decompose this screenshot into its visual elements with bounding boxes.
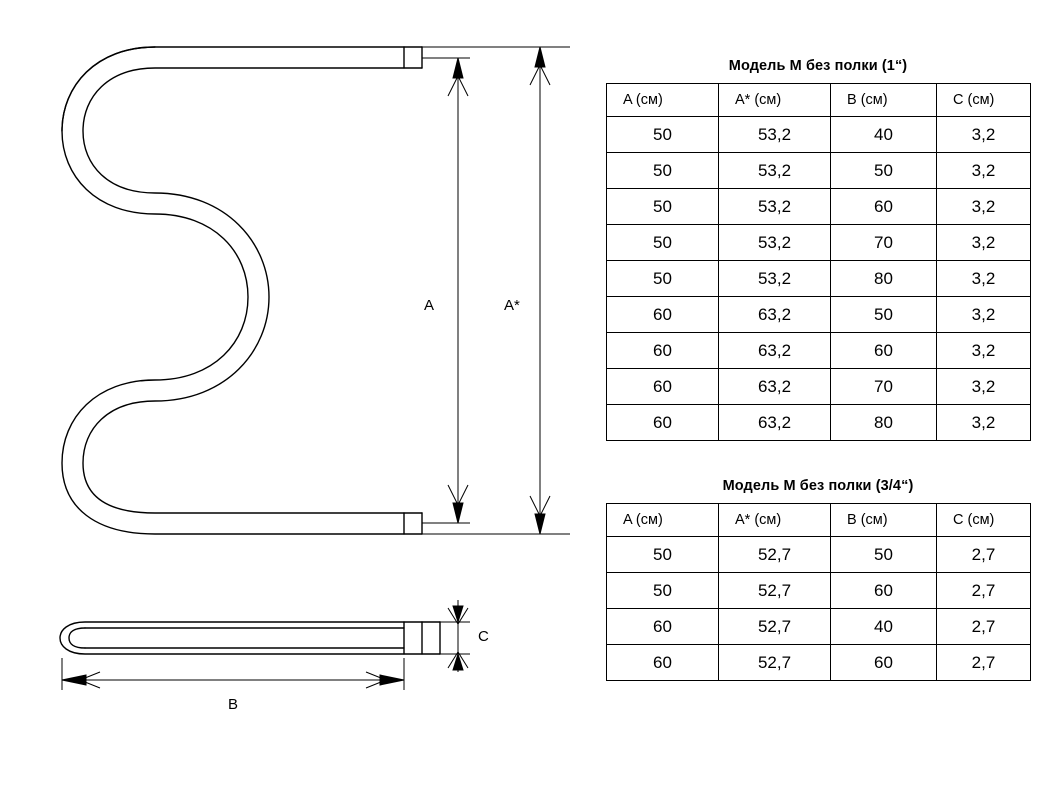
cell-a: 50 <box>607 537 719 573</box>
cell-c: 3,2 <box>937 369 1031 405</box>
table-row <box>607 609 1031 645</box>
cell-a-star: 53,2 <box>719 261 831 297</box>
cell-a: 60 <box>607 297 719 333</box>
cell-b: 60 <box>831 573 937 609</box>
cell-b: 70 <box>831 369 937 405</box>
cell-a: 50 <box>607 117 719 153</box>
cell-b: 80 <box>831 405 937 441</box>
cell-c: 2,7 <box>937 537 1031 573</box>
table-block-three-quarter-inch <box>606 478 1030 681</box>
table-row <box>607 225 1031 261</box>
table-row <box>607 189 1031 225</box>
cell-c: 3,2 <box>937 333 1031 369</box>
column-header-a: A (см) <box>607 84 719 117</box>
table-row <box>607 645 1031 681</box>
cell-a: 50 <box>607 189 719 225</box>
column-header-b: B (см) <box>831 84 937 117</box>
table-row <box>607 405 1031 441</box>
cell-a: 60 <box>607 645 719 681</box>
dimension-label-c: C <box>478 628 489 645</box>
cell-b: 60 <box>831 189 937 225</box>
cell-c: 3,2 <box>937 297 1031 333</box>
table-row <box>607 261 1031 297</box>
cell-b: 40 <box>831 609 937 645</box>
cell-c: 3,2 <box>937 225 1031 261</box>
cell-a: 60 <box>607 609 719 645</box>
cell-b: 60 <box>831 333 937 369</box>
specification-tables <box>600 0 1058 794</box>
table-row <box>607 537 1031 573</box>
table-row <box>607 369 1031 405</box>
cell-b: 70 <box>831 225 937 261</box>
table-row <box>607 117 1031 153</box>
table-row <box>607 297 1031 333</box>
cell-c: 2,7 <box>937 609 1031 645</box>
cell-a-star: 63,2 <box>719 369 831 405</box>
cell-b: 80 <box>831 261 937 297</box>
table-row <box>607 333 1031 369</box>
rail-front-view <box>62 47 422 534</box>
cell-b: 40 <box>831 117 937 153</box>
cell-a: 60 <box>607 369 719 405</box>
cell-a: 50 <box>607 573 719 609</box>
dimension-label-a: A <box>424 297 435 314</box>
table-header-row <box>607 504 1031 537</box>
cell-a-star: 63,2 <box>719 405 831 441</box>
spec-table-three-quarter-inch <box>606 503 1031 681</box>
cell-a-star: 53,2 <box>719 153 831 189</box>
column-header-a-star: A* (см) <box>719 504 831 537</box>
spec-table-1-inch <box>606 83 1031 441</box>
dimension-label-a-star: A* <box>504 297 520 314</box>
table-block-1-inch <box>606 58 1030 441</box>
cell-a-star: 53,2 <box>719 225 831 261</box>
cell-a: 60 <box>607 333 719 369</box>
cell-a-star: 52,7 <box>719 645 831 681</box>
cell-b: 50 <box>831 153 937 189</box>
cell-a-star: 53,2 <box>719 189 831 225</box>
cell-b: 50 <box>831 537 937 573</box>
table-row <box>607 573 1031 609</box>
cell-a-star: 52,7 <box>719 573 831 609</box>
column-header-b: B (см) <box>831 504 937 537</box>
cell-a-star: 63,2 <box>719 297 831 333</box>
column-header-a: A (см) <box>607 504 719 537</box>
cell-a: 50 <box>607 261 719 297</box>
dimension-lines-front <box>422 47 570 534</box>
cell-b: 50 <box>831 297 937 333</box>
dimension-lines-top <box>62 600 470 690</box>
cell-a-star: 52,7 <box>719 537 831 573</box>
cell-c: 3,2 <box>937 153 1031 189</box>
column-header-a-star: A* (см) <box>719 84 831 117</box>
rail-top-view <box>60 622 440 654</box>
cell-c: 3,2 <box>937 261 1031 297</box>
cell-c: 3,2 <box>937 117 1031 153</box>
cell-b: 60 <box>831 645 937 681</box>
dimension-label-b: B <box>228 696 239 713</box>
cell-a-star: 53,2 <box>719 117 831 153</box>
cell-c: 2,7 <box>937 645 1031 681</box>
table-row <box>607 153 1031 189</box>
table-title-1-inch: Модель М без полки (1“) <box>728 58 908 74</box>
cell-c: 3,2 <box>937 189 1031 225</box>
table-header-row <box>607 84 1031 117</box>
column-header-c: C (см) <box>937 504 1031 537</box>
cell-a-star: 52,7 <box>719 609 831 645</box>
cell-c: 2,7 <box>937 573 1031 609</box>
table-title-three-quarter-inch: Модель М без полки (3/4“) <box>722 478 914 494</box>
cell-c: 3,2 <box>937 405 1031 441</box>
column-header-c: C (см) <box>937 84 1031 117</box>
cell-a: 50 <box>607 225 719 261</box>
cell-a: 60 <box>607 405 719 441</box>
cell-a-star: 63,2 <box>719 333 831 369</box>
cell-a: 50 <box>607 153 719 189</box>
